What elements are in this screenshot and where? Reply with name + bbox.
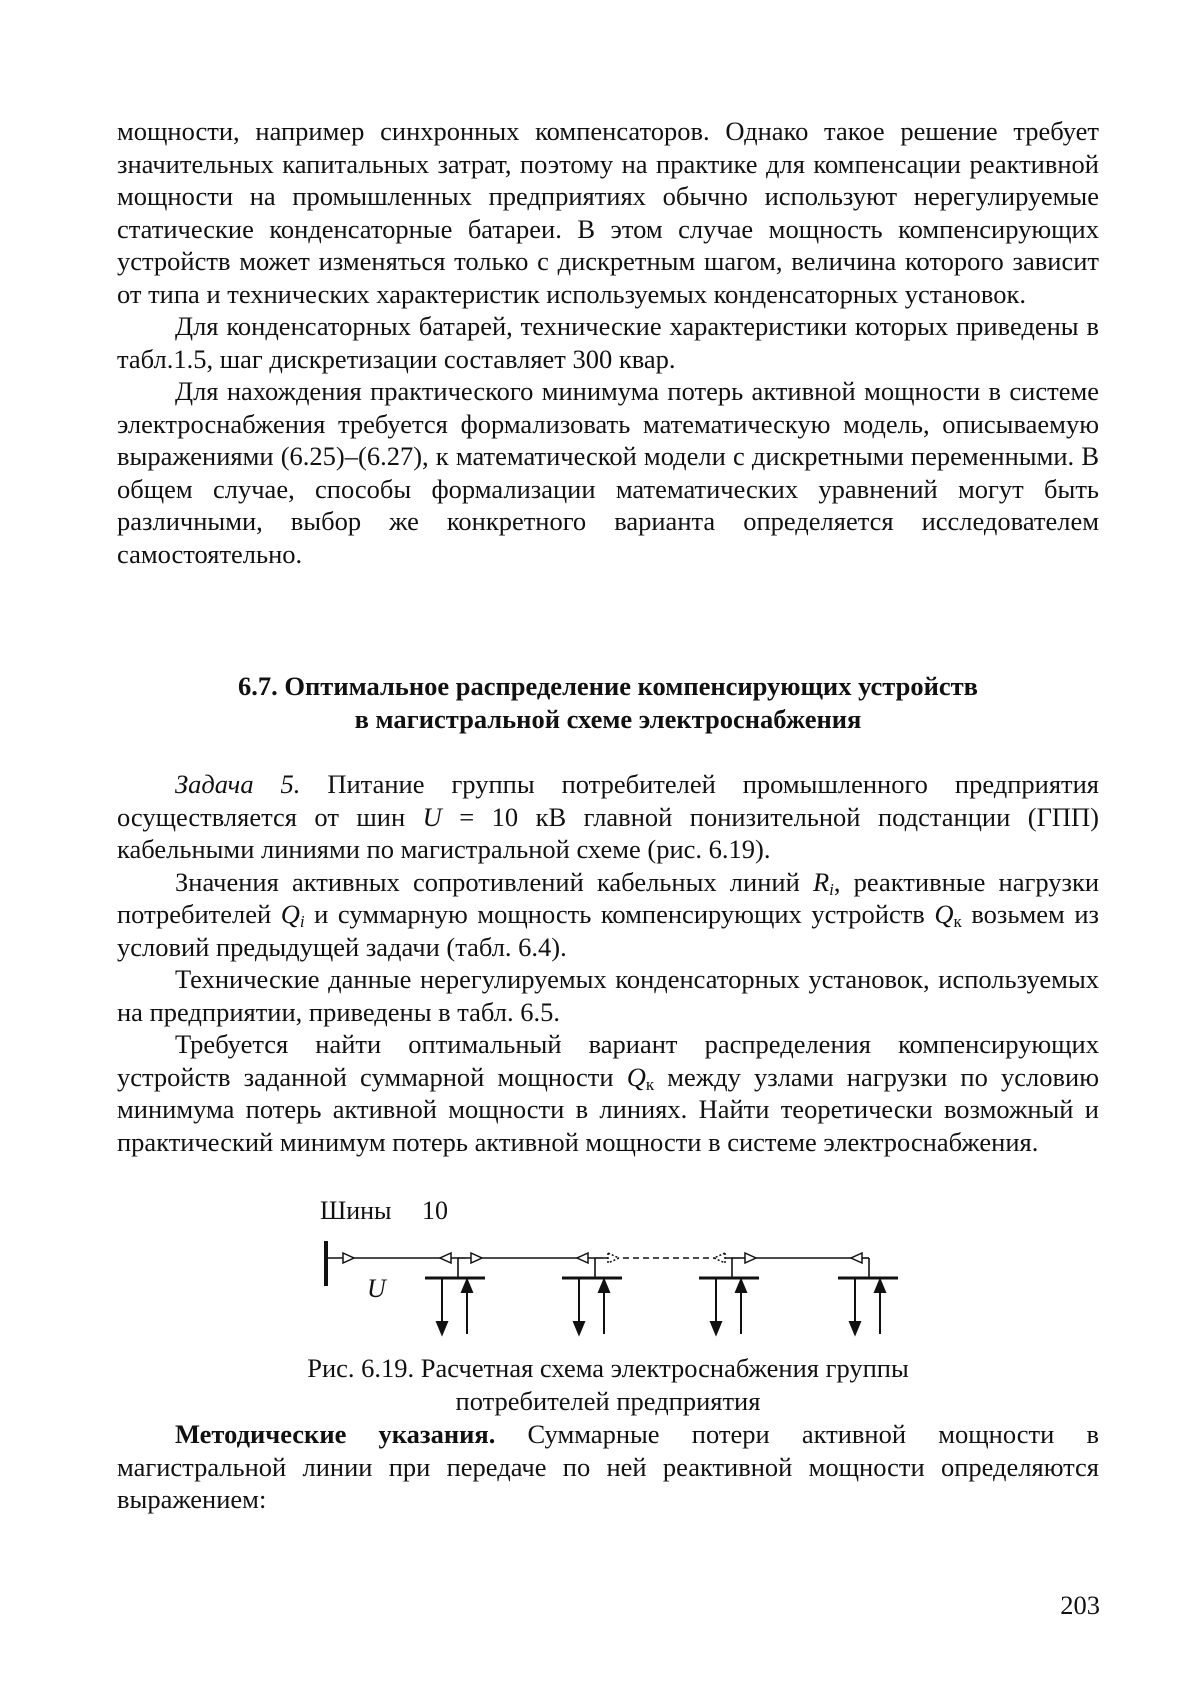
bus-label: Шины	[320, 1196, 392, 1225]
task-label: Задача 5.	[175, 769, 301, 799]
paragraph: Для конденсаторных батарей, технические характеристики которых приведены в табл.1.5, шаг дискретизации составляет 300 квар.	[117, 311, 1099, 374]
paragraph: Значения активных сопротивлений кабельных линий $R_i$, реактивные нагрузки потребителей $Q_i$ и суммарную мощность компенсирующих устройств $Q_к$ возьмем из условий предыдущей задачи (табл. 6.4).	[117, 866, 1099, 962]
load-arrow-head	[437, 1322, 447, 1334]
terminal-mark	[608, 1253, 619, 1263]
paragraph: мощности, например синхронных компенсаторов. Однако такое решение требует значительных капитальных затрат, поэтому на практике для компенсации реактивной мощности на промышленных предприятиях обычно используют нерегулируемые статические конденсаторные батареи. В этом случае мощность компенсирующих устройств может изменяться только с дискретным шагом, величина которого зависит от типа и технических характеристик используемых конденсаторных установок.	[117, 116, 1099, 309]
terminal-mark	[440, 1253, 451, 1263]
bus-voltage: 10	[422, 1196, 448, 1225]
circuit-diagram-svg	[300, 1196, 920, 1341]
compensation-arrow-head	[875, 1280, 885, 1292]
guidance-label: Методические указания.	[175, 1419, 496, 1449]
circuit-diagram	[300, 1196, 920, 1341]
section-title-line2: в магистральной схеме электроснабжения	[354, 704, 862, 734]
caption-line2: потребителей предприятия	[455, 1386, 761, 1416]
caption-line1: Рис. 6.19. Расчетная схема электроснабжения группы	[307, 1353, 909, 1383]
load-arrow-head	[850, 1322, 860, 1334]
node-connector	[725, 1258, 732, 1278]
terminal-mark	[343, 1253, 354, 1263]
paragraph: Технические данные нерегулируемых конденсаторных установок, используемых на предприятии, приведены в табл. 6.5.	[117, 964, 1099, 1027]
terminal-mark	[851, 1253, 862, 1263]
paragraph: Для нахождения практического минимума потерь активной мощности в системе электроснабжения требуется формализовать математическую модель, описываемую выражениями (6.25)–(6.27), к математической модели с дискретными переменными. В общем случае, способы формализации математических уравнений могут быть различными, выбор же конкретного варианта определяется исследователем самостоятельно.	[117, 376, 1099, 569]
task-text	[117, 768, 1099, 1158]
load-arrow-head	[574, 1322, 584, 1334]
node-connector	[588, 1258, 595, 1278]
node-connector	[451, 1258, 458, 1278]
intro-text	[117, 115, 1099, 570]
terminal-mark	[577, 1253, 588, 1263]
load-arrows	[437, 1278, 860, 1334]
node-connectors	[451, 1258, 869, 1278]
paragraph: Требуется найти оптимальный вариант распределения компенсирующих устройств заданной суммарной мощности $Q_к$ между узлами нагрузки по условию минимума потерь активной мощности в линиях. Найти теоретически возможный и практический минимум потерь активной мощности в системе электроснабжения.	[117, 1029, 1099, 1157]
u-label: U	[367, 1274, 386, 1303]
section-heading	[117, 670, 1099, 736]
figure-caption	[117, 1352, 1099, 1418]
load-arrow-head	[711, 1322, 721, 1334]
paragraph: Задача 5. Питание группы потребителей промышленного предприятия осуществляется от шин U = 10 кВ главной понизительной подстанции (ГПП) кабельными линиями по магистральной схеме (рис. 6.19).	[117, 769, 1099, 864]
terminal-mark	[714, 1253, 725, 1263]
compensation-arrow-head	[462, 1280, 472, 1292]
compensation-arrows	[462, 1280, 885, 1334]
section-title-line1: 6.7. Оптимальное распределение компенсирующих устройств	[238, 671, 978, 701]
compensation-arrow-head	[736, 1280, 746, 1292]
terminal-mark	[745, 1253, 756, 1263]
compensation-arrow-head	[599, 1280, 609, 1292]
guidance-text	[117, 1418, 1099, 1516]
paragraph: Методические указания. Суммарные потери активной мощности в магистральной линии при передаче по ней реактивной мощности определяются выражением:	[117, 1419, 1099, 1514]
page-number: 203	[1060, 1590, 1100, 1620]
terminal-mark	[471, 1253, 482, 1263]
